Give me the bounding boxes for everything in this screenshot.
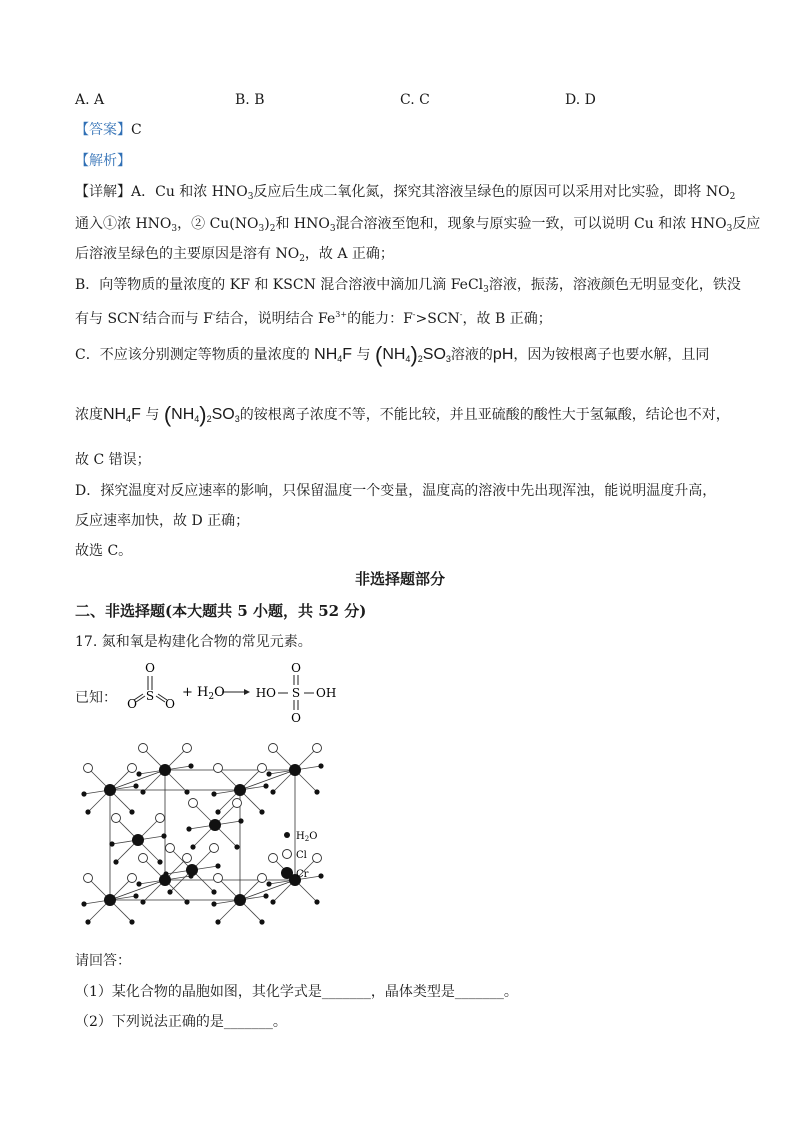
water-molecule (81, 791, 86, 796)
subscript: 3 (483, 285, 489, 295)
detail-line-8: 故 C 错误； (75, 452, 151, 468)
chloride-ion (183, 854, 192, 863)
chromium-ion (159, 874, 171, 886)
text: 溶液，振荡，溶液颜色无明显变化，铁没 (488, 277, 741, 293)
text: H (296, 831, 305, 842)
option-c: C. C (400, 92, 430, 108)
sub-question-1: （1）某化合物的晶胞如图，其化学式是_______，晶体类型是_______。 (75, 984, 518, 1000)
atom-o: O (127, 697, 137, 711)
water-molecule (270, 899, 275, 904)
superscript: - (140, 310, 143, 319)
detail-line-2 (75, 214, 760, 239)
chloride-ion (269, 854, 278, 863)
option-b: B. B (235, 92, 265, 108)
detail-line-9: D．探究温度对反应速率的影响，只保留温度一个变量，温度高的溶液中先出现浑浊，能说明温度升高， (75, 483, 717, 499)
water-molecule (211, 791, 216, 796)
text: 与 (356, 347, 371, 363)
text: SO (211, 406, 235, 423)
superscript: - (459, 310, 463, 319)
water-molecule (161, 833, 166, 838)
water-molecule (85, 809, 90, 814)
subscript: 3 (234, 414, 240, 424)
water-molecule (140, 789, 145, 794)
paren: ( (374, 342, 383, 367)
chromium-ion (186, 864, 198, 876)
text: + H (182, 685, 209, 700)
chloride-ion (128, 764, 137, 773)
text: ，因为铵根离子也要水解，且同 (513, 347, 710, 363)
text: F (131, 406, 141, 423)
chloride-ion (128, 874, 137, 883)
chloride-ion (156, 814, 165, 823)
water-molecule (211, 889, 216, 894)
water-molecule (140, 899, 145, 904)
formula-nh4f (314, 346, 352, 363)
water-molecule (263, 893, 268, 898)
water-molecule (129, 809, 134, 814)
text: 通入①浓 HNO (75, 216, 172, 232)
subscript: 2 (206, 414, 212, 424)
subscript: 3 (726, 224, 733, 234)
water-molecule (188, 763, 193, 768)
water-molecule (190, 844, 195, 849)
text: NH (103, 406, 127, 423)
formula-ph: pH (492, 346, 514, 363)
plus-water (182, 685, 225, 702)
text: NH (171, 406, 195, 423)
paren: ) (199, 402, 207, 427)
text: 浓度 (75, 407, 103, 423)
legend-water (296, 831, 317, 843)
text: 反应 (732, 216, 761, 232)
superscript: - (212, 310, 216, 319)
atom-o: O (165, 697, 175, 711)
text: 结合，说明结合 Fe (215, 311, 336, 327)
water-molecule (211, 901, 216, 906)
known-label: 已知： (75, 690, 117, 706)
water-molecule (184, 789, 189, 794)
chromium-ion (104, 894, 116, 906)
text: A．Cu 和浓 HNO (131, 184, 248, 200)
chromium-ion (289, 764, 301, 776)
text: ) (264, 216, 270, 232)
water-molecule (85, 919, 90, 924)
formula-nh4f (103, 406, 141, 423)
water-molecule (266, 881, 271, 886)
water-molecule (184, 899, 189, 904)
prompt: 请回答： (75, 953, 131, 969)
atom-o: O (291, 661, 301, 675)
text: ，② Cu(NO (177, 216, 259, 232)
text: 的铵根离子浓度不等，不能比较，并且亚硫酸的酸性大于氢氟酸，结论也不对， (239, 407, 730, 423)
water-molecule (129, 919, 134, 924)
detail-line-5 (75, 305, 552, 329)
atom-o: O (291, 711, 301, 725)
detail-line-3 (75, 244, 394, 269)
answer-line (75, 120, 142, 140)
chloride-ion (269, 744, 278, 753)
chloride-ion (84, 764, 93, 773)
water-molecule (263, 783, 268, 788)
text: 溶液的 (450, 347, 493, 363)
paren: ( (163, 402, 172, 427)
subscript: 4 (337, 354, 343, 364)
text: NH (314, 346, 338, 363)
chloride-ion (139, 744, 148, 753)
text: 有与 SCN (75, 311, 141, 327)
superscript: - (412, 310, 416, 319)
water-molecule (314, 789, 319, 794)
water-molecule (167, 889, 172, 894)
water-molecule (136, 881, 141, 886)
superscript: 3+ (335, 310, 348, 319)
chromium-ion (104, 784, 116, 796)
text: ，故 A 正确； (304, 246, 394, 262)
water-molecule (259, 919, 264, 924)
chloride-ion (214, 874, 223, 883)
text: 和 HNO (275, 216, 330, 232)
chloride-ion (313, 744, 322, 753)
subscript: 3 (171, 224, 178, 234)
text: >SCN (415, 311, 460, 327)
chromium-ion (132, 834, 144, 846)
water-molecule (266, 771, 271, 776)
chloride-ion (183, 744, 192, 753)
option-d: D. D (565, 92, 596, 108)
water-molecule (270, 789, 275, 794)
text: ，故 B 正确； (462, 311, 552, 327)
text: F (342, 346, 353, 363)
water-molecule (186, 826, 191, 831)
text: O (309, 831, 318, 842)
atom-o: O (145, 661, 155, 675)
text: 混合溶液至饱和，现象与原实验一致，可以说明 Cu 和浓 HNO (335, 216, 727, 232)
water-molecule (215, 809, 220, 814)
detail-line-4 (75, 275, 741, 300)
detail-line-7 (75, 400, 730, 434)
section-title: 二、非选择题(本大题共 5 小题，共 52 分) (75, 602, 367, 620)
chromium-ion (234, 894, 246, 906)
subscript: 2 (729, 192, 736, 202)
detail-line-1 (75, 182, 735, 207)
subscript: 2 (208, 692, 215, 702)
water-molecule (113, 859, 118, 864)
text: 结合而与 F (142, 311, 213, 327)
subscript: 3 (445, 354, 451, 364)
subscript: 2 (304, 835, 310, 843)
option-a: A. A (75, 92, 105, 108)
paren: ) (410, 342, 418, 367)
chloride-ion (258, 764, 267, 773)
text: C．不应该分别测定等物质的量浓度的 (75, 347, 310, 363)
water-marker (284, 832, 290, 838)
chromium-ion (234, 784, 246, 796)
subscript: 3 (258, 224, 265, 234)
legend-cr: Cr (296, 869, 309, 880)
water-molecule (318, 763, 323, 768)
chloride-ion (84, 874, 93, 883)
question-17-stem: 17. 氮和氧是构建化合物的常见元素。 (75, 634, 312, 650)
atom-s: S (145, 689, 155, 703)
chloride-ion (139, 854, 148, 863)
subscript: 2 (299, 254, 305, 264)
sub-question-2: （2）下列说法正确的是_______。 (75, 1014, 287, 1030)
chloride-marker (283, 850, 292, 859)
water-molecule (81, 901, 86, 906)
text: SO (422, 346, 446, 363)
subscript: 4 (405, 354, 411, 364)
chloride-ion (166, 844, 175, 853)
chloride-ion (112, 814, 121, 823)
water-molecule (238, 818, 243, 823)
chloride-ion (214, 764, 223, 773)
water-molecule (133, 893, 138, 898)
reaction-diagram (120, 656, 360, 726)
subscript: 3 (329, 224, 336, 234)
group-ho: HO (255, 686, 276, 700)
formula-nh42so3 (374, 342, 451, 367)
water-molecule (259, 809, 264, 814)
subscript: 2 (417, 354, 423, 364)
water-molecule (215, 863, 220, 868)
chloride-ion (258, 874, 267, 883)
detail-line-10: 反应速率加快，故 D 正确； (75, 513, 250, 529)
water-molecule (136, 771, 141, 776)
chromium-ion (209, 819, 221, 831)
chromium-ion (159, 764, 171, 776)
answer-value: C (131, 122, 142, 138)
legend-cl: Cl (296, 850, 307, 861)
subscript: 4 (126, 414, 132, 424)
subscript: 2 (269, 224, 276, 234)
text: 反应后生成二氧化氮，探究其溶液呈绿色的原因可以采用对比实验，即将 NO (253, 184, 730, 200)
text: 后溶液呈绿色的主要原因是溶有 NO (75, 246, 300, 262)
subscript: 3 (247, 192, 254, 202)
group-oh: OH (316, 686, 337, 700)
conclusion: 故选 C。 (75, 543, 133, 559)
text: B．向等物质的量浓度的 KF 和 KSCN 混合溶液中滴加几滴 FeCl (75, 277, 484, 293)
detail-line-6 (75, 340, 709, 374)
water-molecule (109, 841, 114, 846)
chloride-ion (210, 844, 219, 853)
text: O (214, 685, 225, 700)
section-center-title: 非选择题部分 (354, 570, 445, 588)
text: 与 (145, 407, 160, 423)
detail-label: 【详解】 (75, 184, 131, 200)
water-molecule (133, 783, 138, 788)
water-molecule (234, 844, 239, 849)
chloride-ion (189, 799, 198, 808)
text: 的能力：F (347, 311, 413, 327)
analysis-label: 【解析】 (75, 153, 131, 169)
answer-label: 【答案】 (75, 122, 131, 138)
water-molecule (314, 899, 319, 904)
formula-nh42so3 (163, 402, 240, 427)
atom-s: S (291, 686, 301, 700)
chromium-marker (281, 867, 293, 879)
water-molecule (215, 919, 220, 924)
water-molecule (157, 859, 162, 864)
text: NH (382, 346, 406, 363)
subscript: 4 (194, 414, 200, 424)
chloride-ion (233, 799, 242, 808)
crystal-legend (280, 826, 340, 886)
